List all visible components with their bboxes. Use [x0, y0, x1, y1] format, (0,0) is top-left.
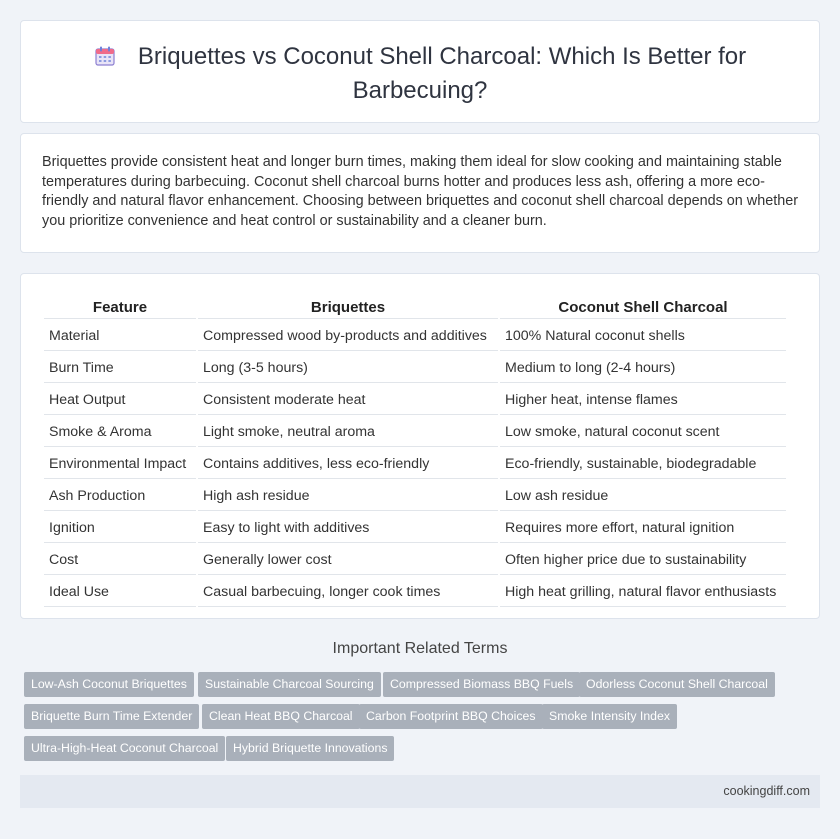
- header-coconut: Coconut Shell Charcoal: [500, 296, 786, 319]
- feature-cell: Heat Output: [44, 385, 196, 415]
- related-tag[interactable]: Ultra-High-Heat Coconut Charcoal: [24, 736, 225, 761]
- intro-paragraph: Briquettes provide consistent heat and longer burn times, making them ideal for slow cooking and maintaining stable temperatures during barbecuing. Coconut shell charcoal burns hotter and produces less ash, offering a more eco-friendly and natural flavor enhancement. Choosing between briquettes and coconut shell charcoal depends on whether you prioritize convenience and heat control or sustainability and a cleaner burn.: [42, 154, 799, 229]
- title-card: [20, 20, 820, 123]
- coconut-cell: Low ash residue: [500, 481, 786, 511]
- header-briquettes: Briquettes: [198, 296, 498, 319]
- briquettes-cell: Generally lower cost: [198, 545, 498, 575]
- briquettes-cell: Contains additives, less eco-friendly: [198, 449, 498, 479]
- feature-cell: Material: [44, 321, 196, 351]
- coconut-cell: Low smoke, natural coconut scent: [500, 417, 786, 447]
- table-row: [44, 449, 786, 479]
- related-terms-heading: Important Related Terms: [332, 640, 508, 657]
- coconut-cell: Often higher price due to sustainability: [500, 545, 786, 575]
- footer: [20, 775, 820, 808]
- briquettes-cell: Casual barbecuing, longer cook times: [198, 577, 498, 607]
- table-row: [44, 321, 786, 351]
- table-header-row: [44, 296, 786, 319]
- feature-cell: Smoke & Aroma: [44, 417, 196, 447]
- briquettes-cell: Compressed wood by-products and additives: [198, 321, 498, 351]
- page-title: [21, 41, 819, 106]
- briquettes-cell: Light smoke, neutral aroma: [198, 417, 498, 447]
- feature-cell: Ideal Use: [44, 577, 196, 607]
- coconut-cell: Higher heat, intense flames: [500, 385, 786, 415]
- coconut-cell: 100% Natural coconut shells: [500, 321, 786, 351]
- related-tag[interactable]: Clean Heat BBQ Charcoal: [202, 704, 360, 729]
- feature-cell: Ash Production: [44, 481, 196, 511]
- briquettes-cell: Easy to light with additives: [198, 513, 498, 543]
- related-tag[interactable]: Smoke Intensity Index: [542, 704, 677, 729]
- comparison-table: [42, 294, 788, 609]
- calendar-icon: [94, 44, 116, 75]
- related-tag[interactable]: Low-Ash Coconut Briquettes: [24, 672, 194, 697]
- table-row: [44, 513, 786, 543]
- coconut-cell: High heat grilling, natural flavor enthusiasts: [500, 577, 786, 607]
- related-tag[interactable]: Compressed Biomass BBQ Fuels: [383, 672, 580, 697]
- table-row: [44, 545, 786, 575]
- briquettes-cell: High ash residue: [198, 481, 498, 511]
- feature-cell: Burn Time: [44, 353, 196, 383]
- related-tag[interactable]: Hybrid Briquette Innovations: [226, 736, 394, 761]
- table-row: [44, 417, 786, 447]
- related-tag[interactable]: Carbon Footprint BBQ Choices: [359, 704, 543, 729]
- briquettes-cell: Consistent moderate heat: [198, 385, 498, 415]
- coconut-cell: Eco-friendly, sustainable, biodegradable: [500, 449, 786, 479]
- intro-card: [20, 133, 820, 253]
- feature-cell: Cost: [44, 545, 196, 575]
- title-line-1: Briquettes vs Coconut Shell Charcoal: Which Is Better for: [137, 43, 747, 70]
- feature-cell: Ignition: [44, 513, 196, 543]
- table-row: [44, 577, 786, 607]
- feature-cell: Environmental Impact: [44, 449, 196, 479]
- coconut-cell: Requires more effort, natural ignition: [500, 513, 786, 543]
- coconut-cell: Medium to long (2-4 hours): [500, 353, 786, 383]
- related-tag[interactable]: Briquette Burn Time Extender: [24, 704, 199, 729]
- table-row: [44, 385, 786, 415]
- header-feature: Feature: [44, 296, 196, 319]
- comparison-card: [20, 273, 820, 619]
- related-tag[interactable]: Sustainable Charcoal Sourcing: [198, 672, 381, 697]
- briquettes-cell: Long (3-5 hours): [198, 353, 498, 383]
- title-line-2: Barbecuing?: [352, 77, 488, 104]
- footer-site-link[interactable]: cookingdiff.com: [723, 784, 810, 798]
- table-row: [44, 353, 786, 383]
- related-tag[interactable]: Odorless Coconut Shell Charcoal: [579, 672, 775, 697]
- table-row: [44, 481, 786, 511]
